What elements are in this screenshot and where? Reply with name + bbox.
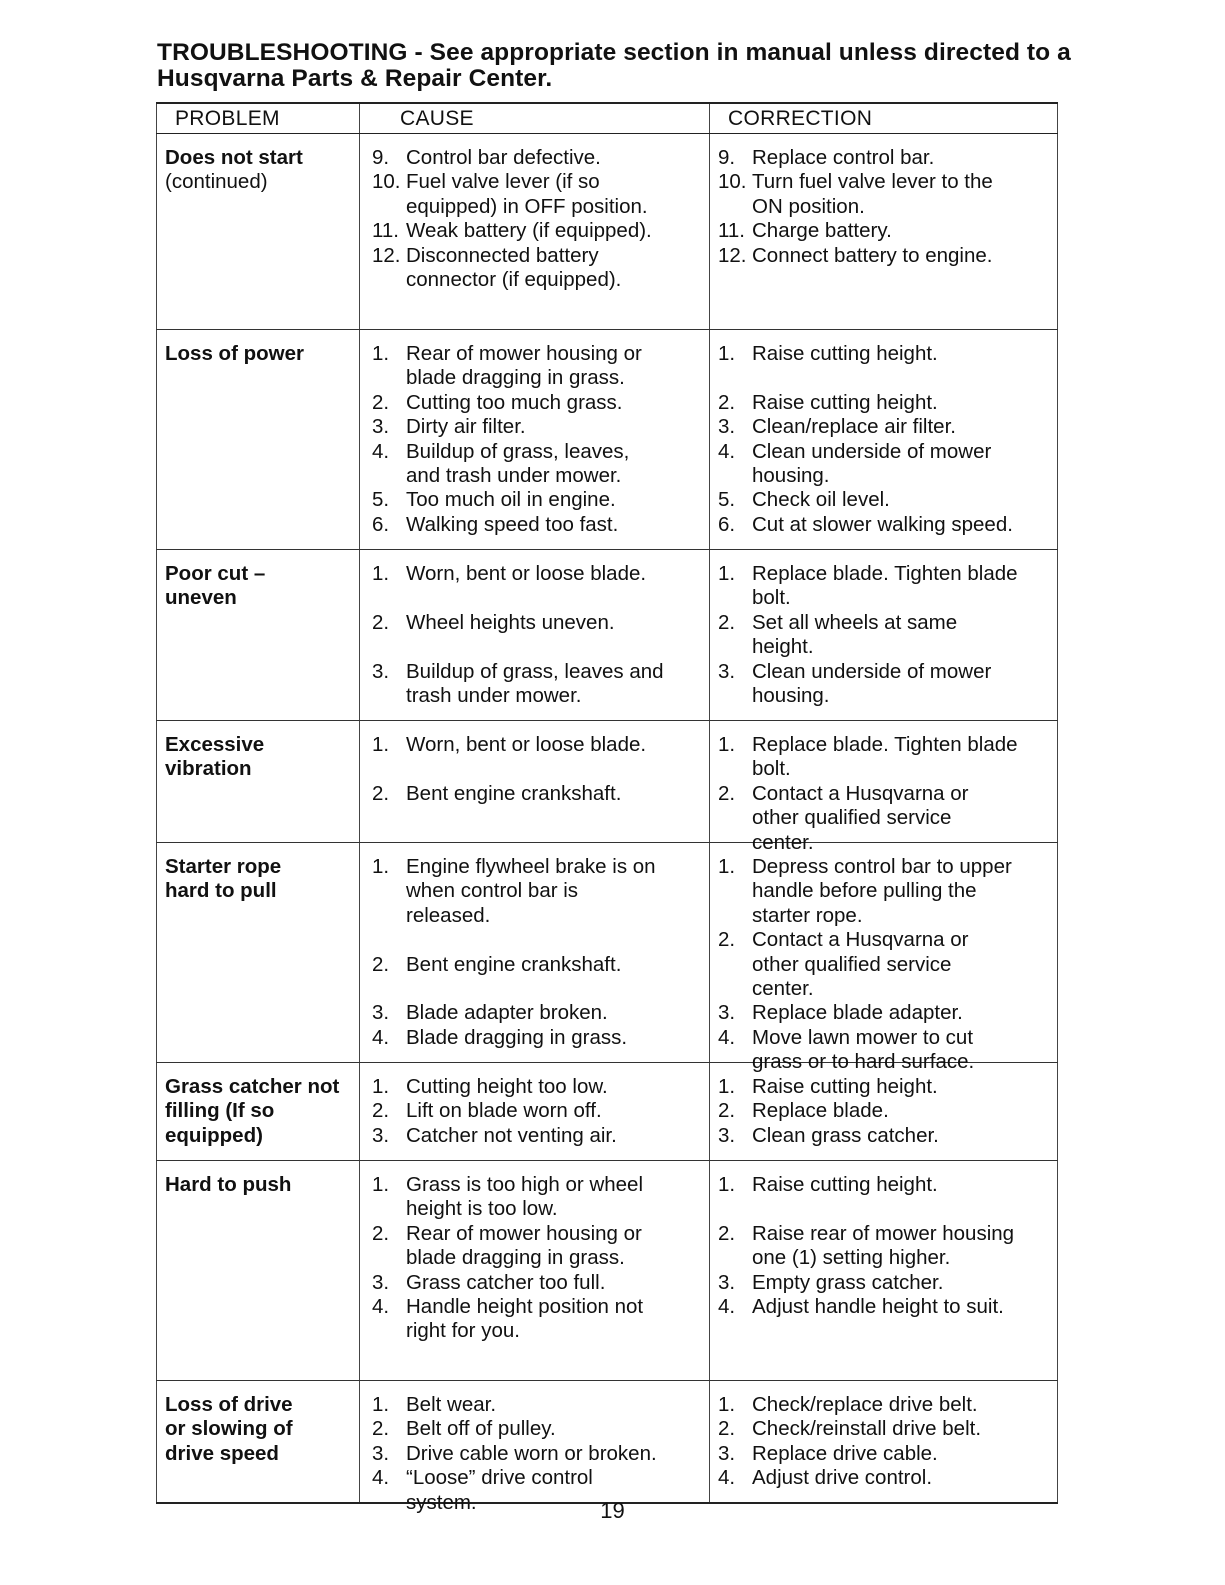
item-text: Rear of mower housing or blade dragging in grass. bbox=[406, 342, 642, 390]
item-number: 11. bbox=[372, 219, 399, 243]
cause-item bbox=[372, 953, 668, 977]
correction-item bbox=[718, 1393, 1018, 1417]
cause-item bbox=[372, 733, 668, 757]
item-text: Raise rear of mower housing one (1) setting higher. bbox=[752, 1221, 1015, 1270]
item-number: 2. bbox=[718, 781, 736, 805]
item-number: 3. bbox=[718, 1270, 736, 1294]
table-row bbox=[156, 1063, 1058, 1161]
item-number: 3. bbox=[372, 659, 390, 683]
item-number: 2. bbox=[718, 1221, 736, 1245]
correction-item bbox=[718, 1075, 1018, 1099]
problem-label: Starter rope hard to pull bbox=[165, 855, 282, 903]
item-number: 2. bbox=[372, 610, 390, 634]
item-number: 5. bbox=[372, 488, 390, 512]
problem-label: Poor cut – uneven bbox=[165, 562, 266, 610]
problem-note: (continued) bbox=[165, 170, 268, 194]
cause-cell bbox=[359, 1063, 709, 1160]
cause-cell bbox=[359, 550, 709, 720]
correction-item bbox=[718, 146, 1018, 170]
item-text: Drive cable worn or broken. bbox=[406, 1441, 657, 1465]
item-text: Too much oil in engine. bbox=[406, 488, 616, 512]
cause-item bbox=[372, 146, 668, 170]
item-text: Buildup of grass, leaves and trash under mower. bbox=[406, 659, 664, 707]
cause-item bbox=[372, 562, 668, 586]
item-number: 10. bbox=[372, 170, 401, 194]
item-number: 4. bbox=[718, 1466, 736, 1490]
problem-label: Loss of power bbox=[165, 342, 304, 365]
correction-item bbox=[718, 440, 1018, 489]
item-text: “Loose” drive control system. bbox=[406, 1466, 593, 1514]
item-text: Catcher not venting air. bbox=[406, 1123, 617, 1147]
item-text: Replace drive cable. bbox=[752, 1441, 938, 1465]
correction-item bbox=[718, 342, 1018, 366]
item-number: 2. bbox=[718, 1417, 736, 1441]
cause-item bbox=[372, 782, 668, 806]
item-number: 1. bbox=[372, 562, 390, 585]
cause-item bbox=[372, 219, 668, 243]
item-text: Empty grass catcher. bbox=[752, 1270, 944, 1294]
item-number: 12. bbox=[718, 243, 747, 267]
correction-item bbox=[718, 244, 1018, 268]
item-number: 1. bbox=[372, 1075, 390, 1098]
page-number: 19 bbox=[600, 1498, 625, 1523]
cause-item bbox=[372, 660, 668, 709]
correction-item bbox=[718, 219, 1018, 243]
item-number: 6. bbox=[718, 512, 736, 536]
item-number: 3. bbox=[718, 1001, 736, 1025]
item-text: Replace blade adapter. bbox=[752, 1001, 963, 1025]
correction-item bbox=[718, 513, 1018, 537]
item-number: 1. bbox=[718, 855, 736, 878]
cause-item bbox=[372, 170, 668, 219]
cause-item bbox=[372, 513, 668, 537]
item-text: Handle height position not right for you. bbox=[406, 1295, 644, 1343]
item-number: 1. bbox=[718, 1393, 736, 1416]
item-number: 2. bbox=[372, 1221, 390, 1245]
correction-item bbox=[718, 611, 1018, 660]
item-text: Clean/replace air filter. bbox=[752, 415, 956, 439]
item-text: Replace blade. Tighten blade bolt. bbox=[752, 733, 1018, 781]
item-text: Contact a Husqvarna or other qualified service center. bbox=[752, 928, 969, 1001]
problem-label: Hard to push bbox=[165, 1173, 292, 1196]
page-title: TROUBLESHOOTING - See appropriate section in manual unless directed to a Husqvarna Parts & Repair Center. bbox=[157, 39, 1071, 92]
item-number: 5. bbox=[718, 488, 736, 512]
correction-item bbox=[718, 170, 1018, 219]
item-text: Check oil level. bbox=[752, 488, 890, 512]
correction-cell bbox=[709, 1063, 1058, 1160]
header-correction: CORRECTION bbox=[709, 104, 1058, 133]
item-number: 3. bbox=[372, 1123, 390, 1147]
item-text: Lift on blade worn off. bbox=[406, 1099, 602, 1123]
problem-cell bbox=[156, 1381, 359, 1502]
item-number: 3. bbox=[372, 1270, 390, 1294]
table-row bbox=[156, 1161, 1058, 1381]
item-text: Cutting height too low. bbox=[406, 1075, 608, 1098]
item-number: 3. bbox=[372, 415, 390, 439]
item-text: Walking speed too fast. bbox=[406, 512, 619, 536]
cause-item bbox=[372, 1124, 668, 1148]
problem-cell bbox=[156, 1063, 359, 1160]
item-number: 11. bbox=[718, 219, 745, 243]
correction-item bbox=[718, 660, 1018, 709]
cause-item bbox=[372, 1075, 668, 1099]
item-number: 3. bbox=[718, 659, 736, 683]
item-text: Blade dragging in grass. bbox=[406, 1025, 628, 1049]
table-row bbox=[156, 330, 1058, 550]
table-header bbox=[156, 104, 1058, 134]
item-number: 3. bbox=[718, 415, 736, 439]
cause-item bbox=[372, 440, 668, 489]
item-number: 1. bbox=[718, 1173, 736, 1196]
item-number: 2. bbox=[372, 781, 390, 805]
correction-item bbox=[718, 733, 1018, 782]
item-text: Dirty air filter. bbox=[406, 415, 526, 439]
item-number: 9. bbox=[372, 146, 390, 169]
item-number: 3. bbox=[718, 1441, 736, 1465]
item-text: Clean underside of mower housing. bbox=[752, 439, 992, 488]
cause-item bbox=[372, 1417, 668, 1441]
item-text: Replace blade. Tighten blade bolt. bbox=[752, 562, 1018, 610]
correction-item bbox=[718, 1295, 1018, 1319]
cause-item bbox=[372, 1222, 668, 1271]
item-text: Cutting too much grass. bbox=[406, 390, 623, 414]
item-text: Wheel heights uneven. bbox=[406, 610, 615, 634]
cause-item bbox=[372, 1271, 668, 1295]
item-text: Worn, bent or loose blade. bbox=[406, 733, 647, 756]
item-text: Check/replace drive belt. bbox=[752, 1393, 978, 1416]
correction-cell bbox=[709, 134, 1058, 329]
item-text: Raise cutting height. bbox=[752, 1173, 938, 1196]
item-number: 3. bbox=[718, 1123, 736, 1147]
item-number: 1. bbox=[718, 1075, 736, 1098]
problem-label: Does not start bbox=[165, 146, 303, 169]
item-number: 2. bbox=[718, 610, 736, 634]
table-row bbox=[156, 134, 1058, 330]
item-text: Move lawn mower to cut grass or to hard surface. bbox=[752, 1025, 975, 1074]
correction-cell bbox=[709, 843, 1058, 1074]
item-text: Cut at slower walking speed. bbox=[752, 512, 1013, 536]
correction-item bbox=[718, 391, 1018, 415]
correction-item bbox=[718, 928, 1018, 1001]
item-number: 2. bbox=[718, 1099, 736, 1123]
item-text: Clean grass catcher. bbox=[752, 1123, 939, 1147]
item-text: Fuel valve lever (if so equipped) in OFF position. bbox=[406, 170, 648, 218]
cause-item bbox=[372, 415, 668, 439]
table-row bbox=[156, 721, 1058, 854]
correction-cell bbox=[709, 330, 1058, 549]
item-text: Charge battery. bbox=[752, 219, 892, 243]
item-text: Replace control bar. bbox=[752, 146, 935, 169]
item-text: Control bar defective. bbox=[406, 146, 601, 169]
cause-item bbox=[372, 1099, 668, 1123]
cause-item bbox=[372, 1173, 668, 1222]
correction-cell bbox=[709, 1161, 1058, 1380]
problem-cell bbox=[156, 721, 359, 842]
cause-item bbox=[372, 1393, 668, 1417]
problem-label: Loss of drive or slowing of drive speed bbox=[165, 1393, 293, 1465]
item-text: Raise cutting height. bbox=[752, 1075, 938, 1098]
item-text: Bent engine crankshaft. bbox=[406, 781, 622, 805]
item-text: Replace blade. bbox=[752, 1099, 889, 1123]
item-number: 9. bbox=[718, 146, 736, 169]
item-number: 10. bbox=[718, 170, 747, 194]
item-number: 12. bbox=[372, 243, 401, 267]
table-row bbox=[156, 550, 1058, 721]
correction-item bbox=[718, 1466, 1018, 1490]
correction-item bbox=[718, 1099, 1018, 1123]
item-number: 2. bbox=[372, 1099, 390, 1123]
item-text: Bent engine crankshaft. bbox=[406, 952, 622, 976]
cause-item bbox=[372, 488, 668, 512]
item-number: 1. bbox=[372, 1173, 390, 1196]
item-number: 4. bbox=[372, 1295, 390, 1319]
correction-cell bbox=[709, 1381, 1058, 1502]
item-number: 1. bbox=[372, 1393, 390, 1416]
item-number: 4. bbox=[718, 1025, 736, 1049]
cause-item bbox=[372, 855, 668, 928]
problem-cell bbox=[156, 1161, 359, 1380]
correction-item bbox=[718, 1001, 1018, 1025]
item-number: 1. bbox=[718, 342, 736, 365]
correction-item bbox=[718, 1173, 1018, 1197]
item-number: 2. bbox=[718, 928, 736, 952]
item-number: 1. bbox=[372, 342, 390, 365]
item-number: 1. bbox=[718, 562, 736, 585]
table-row bbox=[156, 843, 1058, 1074]
cause-cell bbox=[359, 330, 709, 549]
correction-item bbox=[718, 855, 1018, 928]
problem-label: Excessive vibration bbox=[165, 733, 265, 781]
item-number: 2. bbox=[372, 390, 390, 414]
item-text: Belt wear. bbox=[406, 1393, 497, 1416]
header-problem: PROBLEM bbox=[156, 104, 359, 133]
correction-item bbox=[718, 1222, 1018, 1271]
cause-item bbox=[372, 244, 668, 293]
correction-item bbox=[718, 1271, 1018, 1295]
cause-item bbox=[372, 391, 668, 415]
cause-cell bbox=[359, 721, 709, 842]
item-number: 2. bbox=[372, 1417, 390, 1441]
item-text: Worn, bent or loose blade. bbox=[406, 562, 647, 585]
item-text: Depress control bar to upper handle before pulling the starter rope. bbox=[752, 855, 1012, 927]
cause-cell bbox=[359, 134, 709, 329]
item-number: 1. bbox=[718, 733, 736, 756]
item-number: 2. bbox=[718, 390, 736, 414]
item-text: Clean underside of mower housing. bbox=[752, 659, 992, 708]
item-text: Rear of mower housing or blade dragging in grass. bbox=[406, 1221, 642, 1270]
item-text: Check/reinstall drive belt. bbox=[752, 1417, 982, 1441]
problem-cell bbox=[156, 550, 359, 720]
item-text: Adjust drive control. bbox=[752, 1466, 933, 1490]
item-number: 4. bbox=[372, 1466, 390, 1490]
correction-item bbox=[718, 562, 1018, 611]
item-text: Belt off of pulley. bbox=[406, 1417, 556, 1441]
cause-cell bbox=[359, 843, 709, 1062]
item-text: Grass is too high or wheel height is too low. bbox=[406, 1173, 644, 1221]
item-text: Turn fuel valve lever to the ON position. bbox=[752, 170, 993, 218]
cause-item bbox=[372, 1001, 668, 1025]
item-text: Raise cutting height. bbox=[752, 342, 938, 365]
item-number: 6. bbox=[372, 512, 390, 536]
item-number: 4. bbox=[718, 1295, 736, 1319]
cause-item bbox=[372, 342, 668, 391]
cause-item bbox=[372, 1295, 668, 1344]
item-number: 1. bbox=[372, 855, 390, 878]
item-text: Weak battery (if equipped). bbox=[406, 219, 652, 243]
correction-item bbox=[718, 1442, 1018, 1466]
item-number: 3. bbox=[372, 1001, 390, 1025]
item-number: 2. bbox=[372, 952, 390, 976]
item-text: Buildup of grass, leaves, and trash under mower. bbox=[406, 439, 630, 488]
correction-item bbox=[718, 1417, 1018, 1441]
correction-cell bbox=[709, 721, 1058, 854]
problem-label: Grass catcher not filling (If so equipped) bbox=[165, 1075, 340, 1147]
item-text: Adjust handle height to suit. bbox=[752, 1295, 1004, 1319]
item-number: 4. bbox=[372, 1025, 390, 1049]
problem-cell bbox=[156, 134, 359, 329]
header-cause: CAUSE bbox=[359, 104, 709, 133]
item-text: Connect battery to engine. bbox=[752, 243, 993, 267]
item-text: Disconnected battery connector (if equipped). bbox=[406, 243, 622, 292]
item-number: 1. bbox=[372, 733, 390, 756]
correction-cell bbox=[709, 550, 1058, 720]
item-text: Raise cutting height. bbox=[752, 390, 938, 414]
item-text: Grass catcher too full. bbox=[406, 1270, 606, 1294]
cause-cell bbox=[359, 1161, 709, 1380]
cause-item bbox=[372, 611, 668, 635]
item-number: 4. bbox=[718, 439, 736, 463]
item-number: 3. bbox=[372, 1441, 390, 1465]
item-number: 4. bbox=[372, 439, 390, 463]
correction-item bbox=[718, 488, 1018, 512]
item-text: Contact a Husqvarna or other qualified service center. bbox=[752, 781, 969, 854]
correction-item bbox=[718, 415, 1018, 439]
item-text: Engine flywheel brake is on when control bar is released. bbox=[406, 855, 656, 927]
problem-cell bbox=[156, 843, 359, 1062]
item-text: Blade adapter broken. bbox=[406, 1001, 608, 1025]
cause-item bbox=[372, 1026, 668, 1050]
correction-item bbox=[718, 1124, 1018, 1148]
cause-item bbox=[372, 1442, 668, 1466]
item-text: Set all wheels at same height. bbox=[752, 610, 958, 659]
problem-cell bbox=[156, 330, 359, 549]
